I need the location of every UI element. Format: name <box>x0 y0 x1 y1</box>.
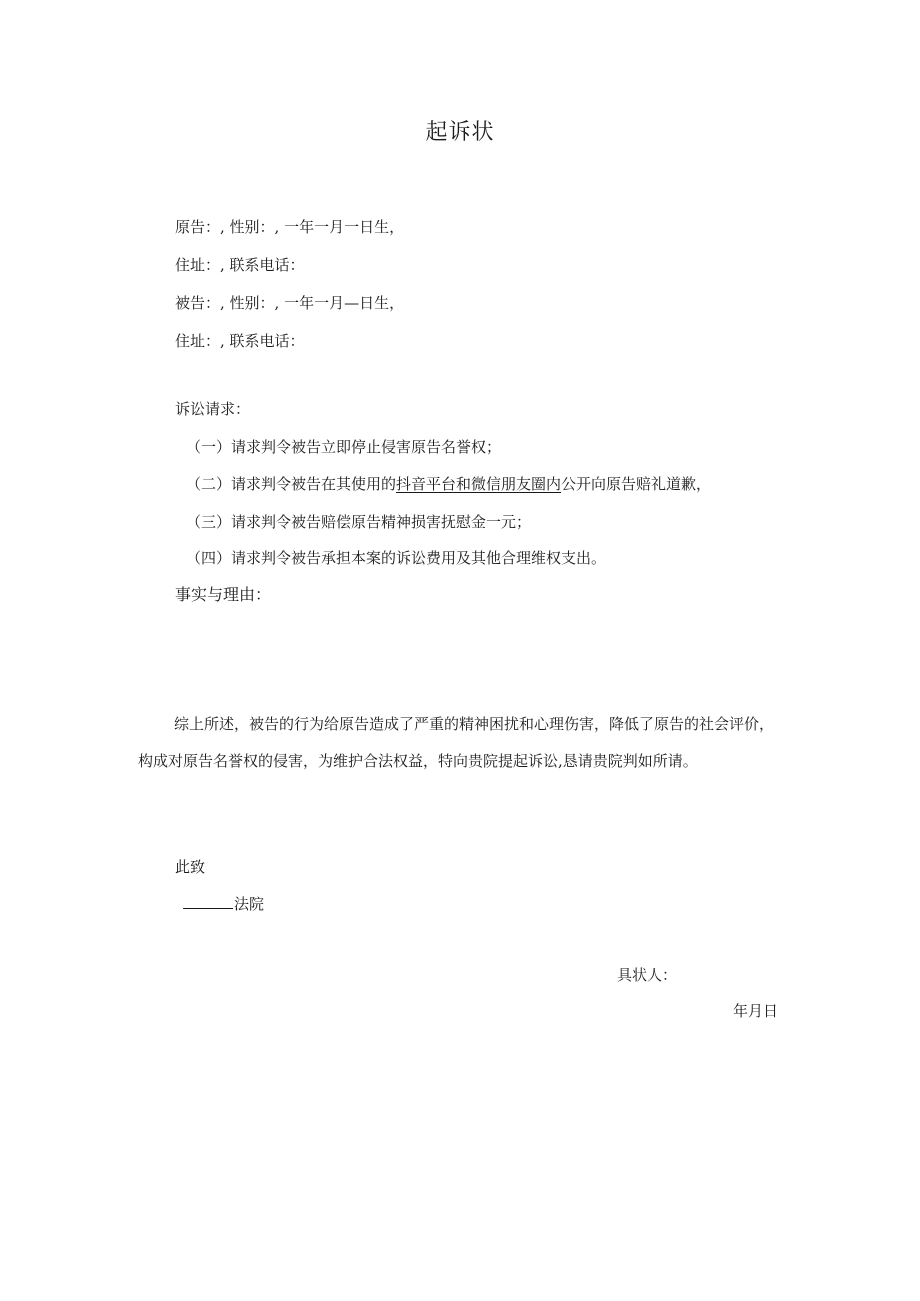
date-label: 年月日 <box>733 1002 779 1020</box>
claim-item-2 <box>186 474 711 494</box>
document-title: 起诉状 <box>425 120 495 145</box>
facts-heading: 事实与理由： <box>175 585 272 604</box>
court-line <box>183 893 264 914</box>
claim-item-3: （三）请求判令被告赔偿原告精神损害抚慰金一元； <box>186 513 532 531</box>
defendant-info-line: 被告：, 性别：, 一年一月—日生， <box>175 294 405 312</box>
closing-greeting: 此致 <box>175 858 206 876</box>
claim-item-2-platforms: 抖音平台和微信朋友圈内 <box>396 475 562 493</box>
plaintiff-address-line: 住址：, 联系电话： <box>175 256 305 274</box>
conclusion-paragraph: 综上所述，被告的行为给原告造成了严重的精神困扰和心理伤害，降低了原告的社会评价，构成对原告名誉权的侵害，为维护合法权益，特向贵院提起诉讼,恳请贵院判如所请。 <box>138 715 775 770</box>
signer-label: 具状人： <box>617 966 678 984</box>
claims-heading: 诉讼请求： <box>175 400 251 418</box>
claim-item-2-suffix: 公开向原告赔礼道歉， <box>561 475 712 493</box>
claim-item-4: （四）请求判令被告承担本案的诉讼费用及其他合理维权支出。 <box>186 549 607 567</box>
court-name-blank[interactable] <box>183 893 233 909</box>
claim-item-1: （一）请求判令被告立即停止侵害原告名誉权； <box>186 438 502 456</box>
plaintiff-info-line: 原告：, 性别：, 一年一月一日生， <box>175 218 405 236</box>
claim-item-2-prefix: （二）请求判令被告在其使用的 <box>186 475 397 493</box>
defendant-address-line: 住址：, 联系电话： <box>175 332 305 350</box>
court-suffix: 法院 <box>234 895 265 913</box>
